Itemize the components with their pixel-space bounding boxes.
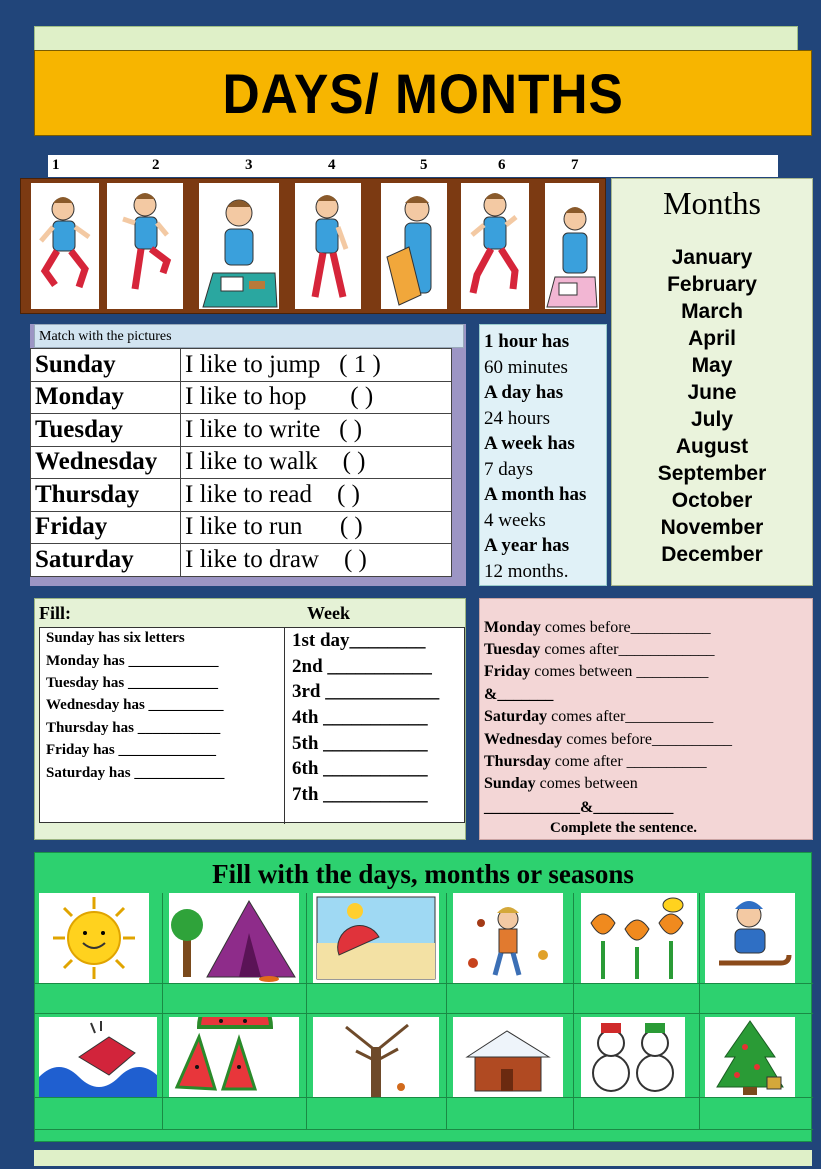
order-line[interactable]: Friday comes between _________ [484,663,709,680]
day-cell: Tuesday [31,414,181,447]
grid-line [446,893,447,1129]
answer-blank[interactable]: ( ) [350,383,374,411]
picture-number-strip [48,155,778,177]
match-instruction: Match with the pictures [39,329,172,344]
letters-line[interactable]: Tuesday has ____________ [46,675,218,691]
time-fact-label: A year has [484,535,570,556]
week-day-line[interactable]: 2nd ___________ [292,656,432,677]
order-line[interactable]: Tuesday comes after____________ [484,641,715,658]
bare-tree-picture [313,1017,439,1097]
order-line[interactable]: Saturday comes after___________ [484,708,714,725]
month-item: February [667,273,757,296]
snowy-house-picture [453,1017,563,1097]
sentence-text: I like to walk [185,448,318,476]
week-day-line[interactable]: 1st day________ [292,630,426,651]
seasons-panel [34,852,812,1142]
table-row [31,349,452,382]
time-fact-value: 60 minutes [484,356,568,378]
week-day-line[interactable]: 7th ___________ [292,784,428,805]
sentence-cell [181,479,452,512]
title-banner [34,50,812,136]
table-row [31,544,452,577]
time-fact-label: 1 hour has [484,331,570,352]
grid-line [699,893,700,1129]
boy-writing-picture [199,183,279,309]
months-list [612,244,812,568]
day-cell: Friday [31,511,181,544]
autumn-child-picture [453,893,563,983]
order-line[interactable]: Wednesday comes before__________ [484,731,732,748]
time-fact-value: 12 months. [484,560,569,582]
table-row [31,511,452,544]
week-label: Week [307,603,350,623]
spring-tulips-picture [581,893,697,983]
table-row [31,479,452,512]
sentence-text: I like to read [185,480,313,508]
grid-line [35,1129,813,1130]
month-item: December [661,543,763,566]
boy-jumping-picture [31,183,99,309]
letters-line[interactable]: Saturday has ____________ [46,765,225,781]
months-heading: Months [663,185,761,221]
sentence-cell [181,414,452,447]
month-item: September [657,462,767,485]
month-item: June [687,381,737,404]
fill-divider [284,628,285,824]
day-cell: Sunday [31,349,181,382]
week-day-line[interactable]: 3rd ____________ [292,681,440,702]
answer-blank[interactable]: ( 1 ) [339,350,381,378]
tent-picture [169,893,299,983]
letters-line[interactable]: Monday has ____________ [46,653,219,669]
fill-panel [34,598,466,840]
page-title: DAYS/ MONTHS [222,61,624,125]
time-facts-panel [479,324,607,586]
picture-number: 6 [498,157,506,173]
time-fact-label: A day has [484,382,564,403]
order-line[interactable]: &_______ [484,686,554,703]
picture-number: 2 [152,157,160,173]
grid-line [35,1013,813,1014]
match-table [30,348,452,577]
answer-blank[interactable]: ( ) [343,545,367,573]
sentence-cell [181,349,452,382]
sentence-text: I like to run [185,513,303,541]
month-item: April [688,327,736,350]
fill-table [39,627,465,823]
letters-line[interactable]: Friday has _____________ [46,742,217,758]
day-order-panel [479,598,813,840]
month-item: August [675,435,749,458]
watermelon-picture [169,1017,299,1097]
match-instruction-bar [34,324,464,348]
time-fact-value: 4 weeks [484,509,546,531]
boy-reading-picture [381,183,447,309]
picture-number: 3 [245,157,253,173]
boy-running-picture [461,183,529,309]
table-row [31,381,452,414]
order-line[interactable]: Thursday come after __________ [484,753,707,770]
sentence-cell [181,511,452,544]
sledding-child-picture [705,893,795,983]
month-item: July [690,408,734,431]
time-fact-value: 24 hours [484,407,550,429]
letters-line[interactable]: Wednesday has __________ [46,697,224,713]
answer-blank[interactable]: ( ) [342,448,366,476]
month-item: October [671,489,753,512]
week-day-line[interactable]: 4th ___________ [292,707,428,728]
christmas-tree-picture [705,1017,795,1097]
sentence-cell [181,446,452,479]
time-fact-label: A week has [484,433,575,454]
day-cell: Wednesday [31,446,181,479]
sentence-text: I like to hop [185,383,307,411]
month-item: May [691,354,733,377]
month-item: March [681,300,743,323]
grid-line [306,893,307,1129]
time-fact-value: 7 days [484,458,534,480]
fill-label: Fill: [39,603,71,623]
sentence-text: I like to write [185,415,321,443]
answer-blank[interactable]: ( ) [339,415,363,443]
picture-number: 5 [420,157,428,173]
grid-line [573,893,574,1129]
table-row [31,446,452,479]
week-day-line[interactable]: 5th ___________ [292,733,428,754]
day-cell: Saturday [31,544,181,577]
day-cell: Monday [31,381,181,414]
letters-line[interactable]: Thursday has ___________ [46,720,221,736]
order-line[interactable]: ____________&__________ [484,799,674,816]
order-line[interactable]: Sunday comes between [484,775,638,792]
picture-number: 7 [571,157,579,173]
table-row [31,414,452,447]
time-fact-label: A month has [484,484,587,505]
boy-walking-picture [295,183,361,309]
sentence-cell [181,544,452,577]
order-footer: Complete the sentence. [550,820,698,836]
beach-picture [313,893,439,983]
months-panel [611,178,813,586]
snowmen-picture [581,1017,685,1097]
answer-blank[interactable]: ( ) [339,513,363,541]
grid-line [35,1097,813,1098]
picture-number: 1 [52,157,60,173]
letters-line: Sunday has six letters [46,630,185,646]
boy-drawing-picture [545,183,599,309]
grid-line [35,983,813,984]
sentence-cell [181,381,452,414]
sun-picture [39,893,149,983]
storm-picture [39,1017,157,1097]
sentence-text: I like to draw [185,545,319,573]
day-cell: Thursday [31,479,181,512]
month-item: January [671,246,753,269]
title-top-strip [34,26,798,52]
week-day-line[interactable]: 6th ___________ [292,758,428,779]
order-line[interactable]: Monday comes before__________ [484,619,711,636]
grid-line [162,893,163,1129]
activity-pictures-row [20,178,606,314]
seasons-heading: Fill with the days, months or seasons [212,859,634,889]
boy-hopping-picture [107,183,183,309]
answer-blank[interactable]: ( ) [337,480,360,508]
sentence-text: I like to jump [185,350,321,378]
picture-number: 4 [328,157,336,173]
bottom-strip [34,1150,812,1166]
month-item: November [660,516,764,539]
